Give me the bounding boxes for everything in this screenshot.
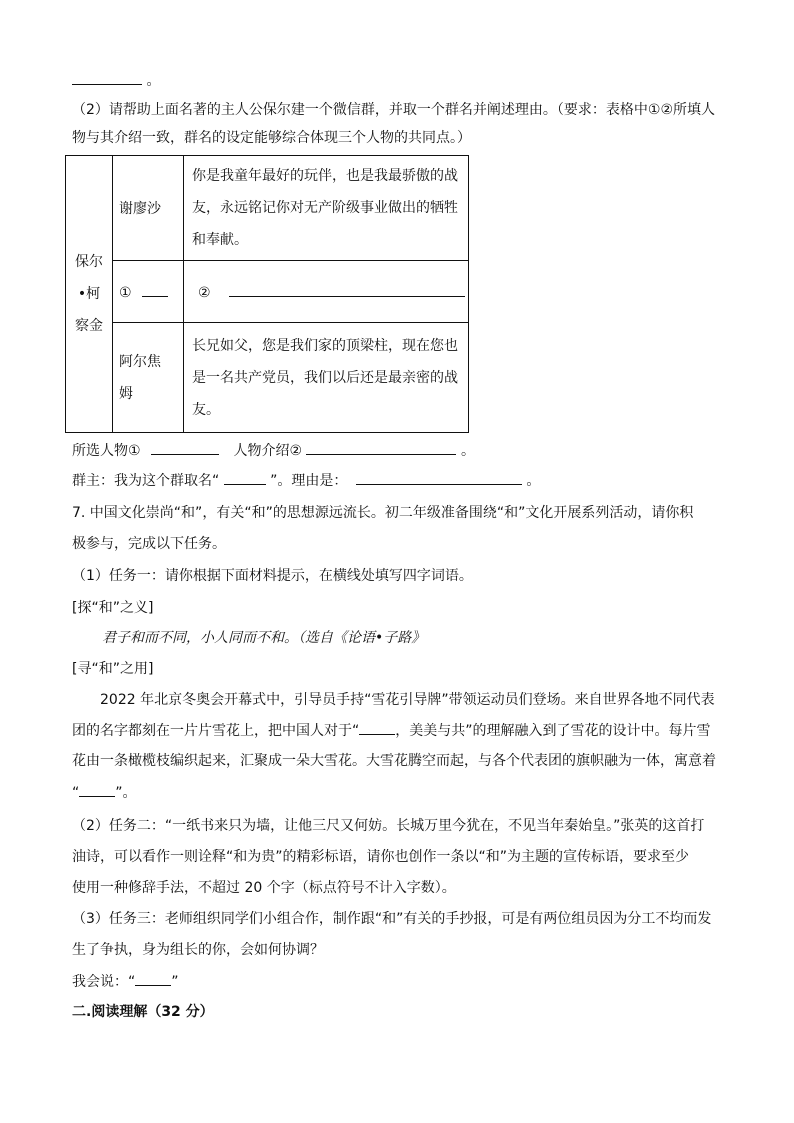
paragraph-line: 花由一条橄榄枝编织起来，汇聚成一朵大雪花。大雪花腾空而起，与各个代表团的旗帜融为一体，寓意着 xyxy=(72,753,716,769)
intro-blank[interactable] xyxy=(306,440,456,455)
text: ” xyxy=(171,974,179,990)
paragraph-line: 2022 年北京冬奥会开幕式中，引导员手持“雪花引导牌”带领运动员们登场。来自世界各地不同代表 xyxy=(100,692,715,708)
text: ”。 xyxy=(115,785,137,801)
end-punct: 。 xyxy=(460,443,475,459)
task-1: （1）任务一：请你根据下面材料提示，在横线处填写四字词语。 xyxy=(72,568,473,584)
member-name: 姆 xyxy=(119,385,133,402)
four-char-blank-1[interactable] xyxy=(359,720,395,735)
text: ，美美与共”的理解融入到了雪花的设计中。每片雪 xyxy=(395,723,711,739)
section-heading: [寻“和”之用] xyxy=(72,661,154,677)
group-name-line xyxy=(72,470,540,491)
member-name: 谢廖沙 xyxy=(119,201,161,217)
say-blank[interactable] xyxy=(135,971,171,986)
intro-line: 你是我童年最好的玩伴，也是我最骄傲的战 xyxy=(192,168,458,184)
member-intro-cell xyxy=(184,156,469,261)
task-2-line: 使用一种修辞手法，不超过 20 个字（标点符号不计入字数）。 xyxy=(72,880,456,896)
text: 我会说：“ xyxy=(72,974,136,990)
intro-line: 友。 xyxy=(192,401,220,418)
answer-line-top xyxy=(72,70,160,91)
name-blank[interactable] xyxy=(142,282,168,297)
analects-quote: 君子和而不同，小人同而不和。（选自《论语•子路》 xyxy=(102,630,426,646)
person-blank[interactable] xyxy=(151,440,219,455)
label: 所选人物① xyxy=(72,443,141,459)
section-heading: [探“和”之义] xyxy=(72,600,154,616)
text: 团的名字都刻在一片片雪花上，把中国人对于“ xyxy=(72,723,360,739)
label: 人物介绍② xyxy=(233,443,303,459)
answer-blank[interactable] xyxy=(72,70,142,85)
task-3-line: 生了争执，身为组长的你，会如何协调？ xyxy=(72,942,324,958)
question-2-line-2: 物与其介绍一致，群名的设定能够综合体现三个人物的共同点。） xyxy=(72,130,471,146)
selected-person-line xyxy=(72,440,475,461)
intro-blank[interactable] xyxy=(229,282,465,297)
member-name-cell xyxy=(113,156,184,261)
question-2-line-1: （2）请帮助上面名著的主人公保尔建一个微信群，并取一个群名并阐述理由。（要求：表格中①②所填人 xyxy=(72,102,716,118)
wechat-group-table xyxy=(65,155,469,433)
four-char-blank-2[interactable] xyxy=(79,782,115,797)
paragraph-line xyxy=(72,720,711,741)
label: 群主：我为这个群取名“ xyxy=(72,473,220,489)
member-name-cell xyxy=(113,261,184,323)
host-line: •柯 xyxy=(77,286,101,302)
member-name: 阿尔焦 xyxy=(119,353,161,370)
member-intro-cell xyxy=(184,261,469,323)
blank-mark: ① xyxy=(119,285,132,301)
question-7-line-2: 极参与，完成以下任务。 xyxy=(72,536,226,552)
intro-line: 和奉献。 xyxy=(192,232,248,248)
task-3-line: （3）任务三：老师组织同学们小组合作，制作跟“和”有关的手抄报，可是有两位组员因为分工不均而发 xyxy=(72,911,712,927)
intro-line: 长兄如父，您是我们家的顶梁柱，现在您也 xyxy=(192,337,458,354)
end-punct: 。 xyxy=(146,73,161,89)
task-2-line: 油诗，可以看作一则诠释“和为贵”的精彩标语，请你也创作一条以“和”为主题的宣传标语，要求至少 xyxy=(72,849,690,865)
question-7-line-1: 7. 中国文化崇尚“和”，有关“和”的思想源远流长。初二年级准备围绕“和”文化开展系列活动，请你积 xyxy=(72,505,694,521)
label: ”。理由是： xyxy=(270,473,348,489)
host-line: 察金 xyxy=(75,318,103,334)
member-name-cell xyxy=(113,323,184,433)
intro-line: 是一名共产党员，我们以后还是最亲密的战 xyxy=(192,369,458,386)
text: “ xyxy=(72,785,80,801)
host-line: 保尔 xyxy=(75,254,103,270)
say-line xyxy=(72,971,179,992)
member-intro-cell xyxy=(184,323,469,433)
reason-blank[interactable] xyxy=(356,470,522,485)
end-punct: 。 xyxy=(526,473,541,489)
section-header: 二.阅读理解（32 分） xyxy=(72,1004,214,1020)
task-2-line: （2）任务二：“一纸书来只为墙，让他三尺又何妨。长城万里今犹在，不见当年秦始皇。”张英的这首打 xyxy=(72,818,705,834)
paragraph-line xyxy=(72,782,137,803)
group-name-blank[interactable] xyxy=(224,470,266,485)
blank-mark: ② xyxy=(198,285,211,301)
intro-line: 友，永远铭记你对无产阶级事业做出的牺牲 xyxy=(192,200,458,216)
group-host-cell xyxy=(66,156,113,433)
